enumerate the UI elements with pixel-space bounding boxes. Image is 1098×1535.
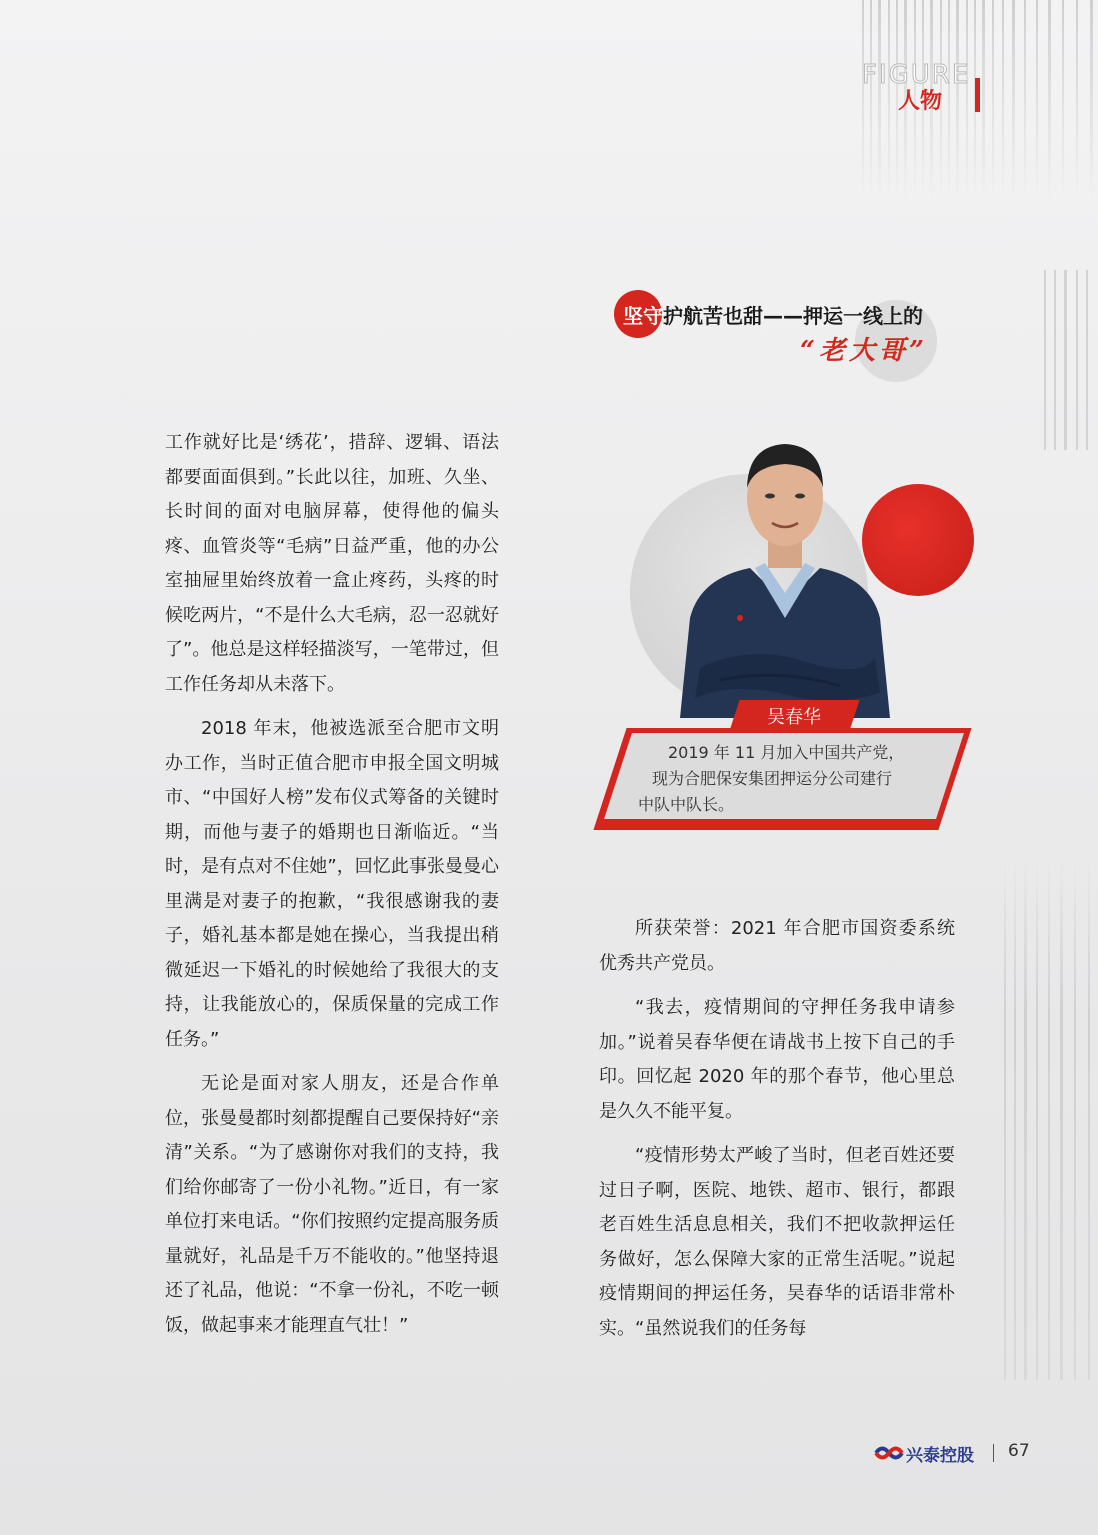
header-accent-bar xyxy=(975,78,980,112)
section-label-en: FIGURE xyxy=(862,60,971,90)
paragraph: 无论是面对家人朋友，还是合作单位，张曼曼都时刻都提醒自己要保持好“亲清”关系。“为了感谢你对我们的支持，我们给你邮寄了一份小礼物。”近日，有一家单位打来电话。“你们按照约定提高服务质量就好，礼品是千万不能收的。”他坚持退还了礼品，他说：“不拿一份礼，不吃一顿饭，做起事来才能理直气壮！” xyxy=(165,1073,499,1336)
decorative-stripes-bottom xyxy=(1000,860,1098,1380)
caption-line: 中队中队长。 xyxy=(638,795,735,814)
paragraph: 工作就好比是‘绣花’，措辞、逻辑、语法都要面面俱到。”长此以往，加班、久坐、长时间的面对电脑屏幕，使得他的偏头疼、血管炎等“毛病”日益严重，他的办公室抽屉里始终放着一盒止疼药，头疼的时候吃两片，“不是什么大毛病，忍一忍就好了”。他总是这样轻描淡写，一笔带过，但工作任务却从未落下。 xyxy=(165,432,499,695)
paragraph: “疫情形势太严峻了当时，但老百姓还要过日子啊，医院、地铁、超市、银行，都跟老百姓生活息息相关，我们不把收款押运任务做好，怎么保障大家的正常生活呢。”说起疫情期间的押运任务，吴春华的话语非常朴实。“虽然说我们的任务每 xyxy=(599,1145,955,1339)
paragraph: 所获荣誉：2021 年合肥市国资委系统优秀共产党员。 xyxy=(599,918,955,974)
footer-divider xyxy=(993,1444,994,1462)
company-logo-icon xyxy=(874,1442,904,1464)
caption-line: 2019 年 11 月加入中国共产党， xyxy=(668,743,905,762)
paragraph: 2018 年末，他被选派至合肥市文明办工作，当时正值合肥市申报全国文明城市、“中国好人榜”发布仪式筹备的关键时期，而他与妻子的婚期也日渐临近。“当时，是有点对不住她”，回忆此事张曼曼心里满是对妻子的抱歉，“我很感谢我的妻子，婚礼基本都是她在操心，当我提出稍微延迟一下婚礼的时候她给了我很大的支持，让我能放心的，保质保量的完成工作任务。” xyxy=(165,718,499,1050)
left-text-column xyxy=(165,426,499,1353)
profile-caption xyxy=(630,740,930,818)
paragraph: “我去，疫情期间的守押任务我申请参加。”说着吴春华便在请战书上按下自己的手印。回忆起 2020 年的那个春节，他心里总是久久不能平复。 xyxy=(599,997,955,1122)
decorative-stripes-mid xyxy=(1040,270,1098,450)
section-label-cn: 人物 xyxy=(898,89,943,114)
company-logo-text: 兴泰控股 xyxy=(906,1446,974,1466)
portrait-photo xyxy=(660,418,910,718)
person-name: 吴春华 xyxy=(767,707,821,728)
caption-line: 现为合肥保安集团押运分公司建行 xyxy=(652,769,893,788)
page-number: 67 xyxy=(1008,1441,1030,1461)
article-title: 护航苦也甜——押运一线上的 xyxy=(663,304,923,328)
title-quote: “老大哥” xyxy=(800,336,928,366)
right-text-column xyxy=(599,912,955,1356)
title-highlight: 坚守 xyxy=(623,304,663,328)
